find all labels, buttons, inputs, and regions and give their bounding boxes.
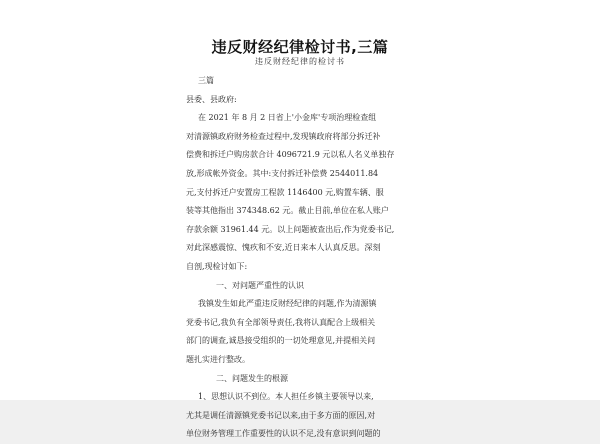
text-line: 对此深感震惊、愧疚和不安,近日来本人认真反思。深刻 [186,243,381,253]
document-title: 违反财经纪律检讨书,三篇 [211,38,389,56]
text-line: 尤其是调任清源镇党委书记以来,由于多方面的原因,对 [186,410,376,420]
text-line: 放,形成帐外资金。其中:支付拆迁补偿费 2544011.84 [186,168,379,178]
document-subtitle: 违反财经纪律的检讨书 [255,57,345,66]
document-body [186,72,414,444]
text-line: 题扎实进行整改。 [186,354,250,364]
section-heading: 二、问题发生的根源 [216,373,288,383]
text-line: 存款余额 31961.44 元。以上问题被查出后,作为党委书记, [186,224,395,234]
text-line: 单位财务管理工作重要性的认识不足,没有意识到问题的 [186,429,381,439]
text-line: 偿费和拆迁户购房款合计 4096721.9 元以私人名义单独存 [186,150,395,160]
text-line: 党委书记,我负有全部领导责任,我将认真配合上级相关 [186,317,376,327]
text-line: 自剖,现检讨如下: [186,261,248,271]
text-line: 装等其他指出 374348.62 元。截止目前,单位在私人账户 [186,206,389,216]
section-heading: 一、对问题严重性的认识 [216,280,304,290]
salutation-line: 县委、县政府: [186,94,237,104]
text-line: 对清源镇政府财务检查过程中,发现镇政府将部分拆迁补 [186,131,381,141]
text-line: 我镇发生如此严重违反财经纪律的问题,作为清源镇 [198,299,377,309]
text-line: 元,支付拆迁户安置房工程款 1146400 元,购置车辆、服 [186,187,384,197]
text-line: 在 2021 年 8 月 2 日省上'小金库'专项治理检查组 [198,113,377,123]
text-line: 1、思想认识不到位。本人担任乡镇主要领导以来, [198,392,374,402]
text-line: 三篇 [198,76,214,85]
text-line: 部门的调查,诚恳接受组织的一切处理意见,并提相关问 [186,336,376,346]
